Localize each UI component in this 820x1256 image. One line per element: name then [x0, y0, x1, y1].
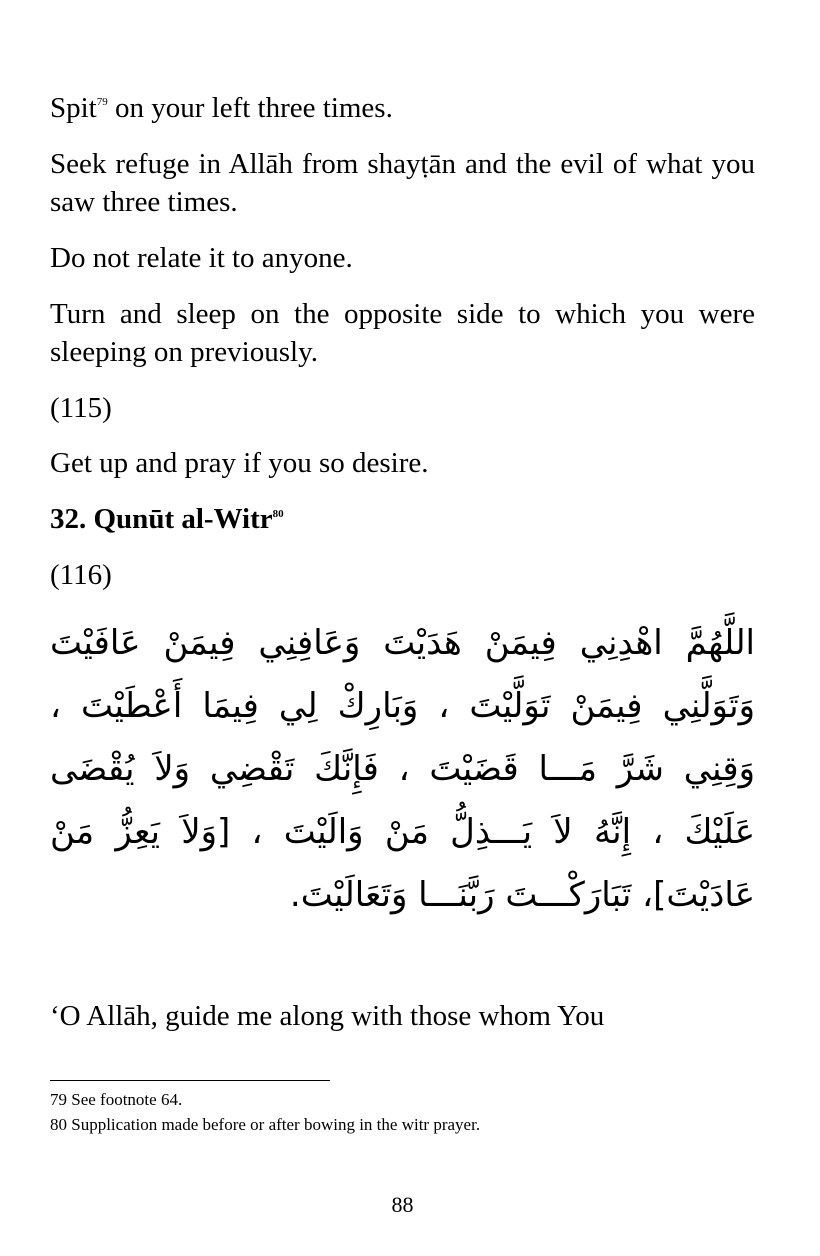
footnote-ref-80: 80 [272, 508, 284, 520]
instruction-seek-refuge: Seek refuge in Allāh from shayṭān and the evil of what you saw three times. [50, 148, 755, 218]
footnote-divider [50, 1080, 330, 1081]
footnote-text: Supplication made before or after bowing in the witr prayer. [71, 1115, 481, 1134]
reference-115: (115) [50, 392, 112, 424]
instruction-get-up: Get up and pray if you so desire. [50, 447, 429, 479]
page-number: 88 [391, 1192, 414, 1217]
footnote-80 [50, 1115, 755, 1135]
section-heading [50, 500, 755, 538]
footnote-number: 79 [50, 1090, 67, 1109]
translation-start: ‘O Allāh, guide me along with those whom You [50, 1000, 605, 1032]
book-page [50, 0, 755, 1256]
instruction-spit-rest: on your left three times. [107, 92, 393, 124]
instruction-spit-text: Spit [50, 92, 97, 124]
footnote-number: 80 [50, 1115, 67, 1134]
arabic-supplication: اللَّهُمَّ اهْدِنِي فِيمَنْ هَدَيْتَ وَعَافِنِي فِيمَنْ عَافَيْتَ وَتَوَلَّنِي فِيمَنْ تَوَلَّيْتَ ، وَبَارِكْ لِي فِيمَا أَعْطَيْتَ ، وَقِنِي شَرَّ مَـــا قَضَيْتَ ، فَإِنَّكَ تَقْضِي وَلاَ يُقْضَى عَلَيْكَ ، إِنَّهُ لاَ يَـــذِلُّ مَنْ وَالَيْتَ ، [وَلاَ يَعِزُّ مَنْ عَادَيْتَ]، تَبَارَكْـــتَ رَبَّنَـــا وَتَعَالَيْتَ. [50, 623, 755, 915]
reference-116: (116) [50, 559, 112, 591]
instruction-do-not-relate: Do not relate it to anyone. [50, 242, 353, 274]
footnote-79 [50, 1090, 755, 1110]
footnote-text: See footnote 64. [71, 1090, 183, 1109]
instruction-spit [50, 89, 755, 127]
footnote-ref-79: 79 [96, 96, 108, 108]
section-title: 32. Qunūt al-Witr [50, 503, 273, 535]
instruction-turn-sleep: Turn and sleep on the opposite side to which you were sleeping on previously. [50, 298, 755, 368]
